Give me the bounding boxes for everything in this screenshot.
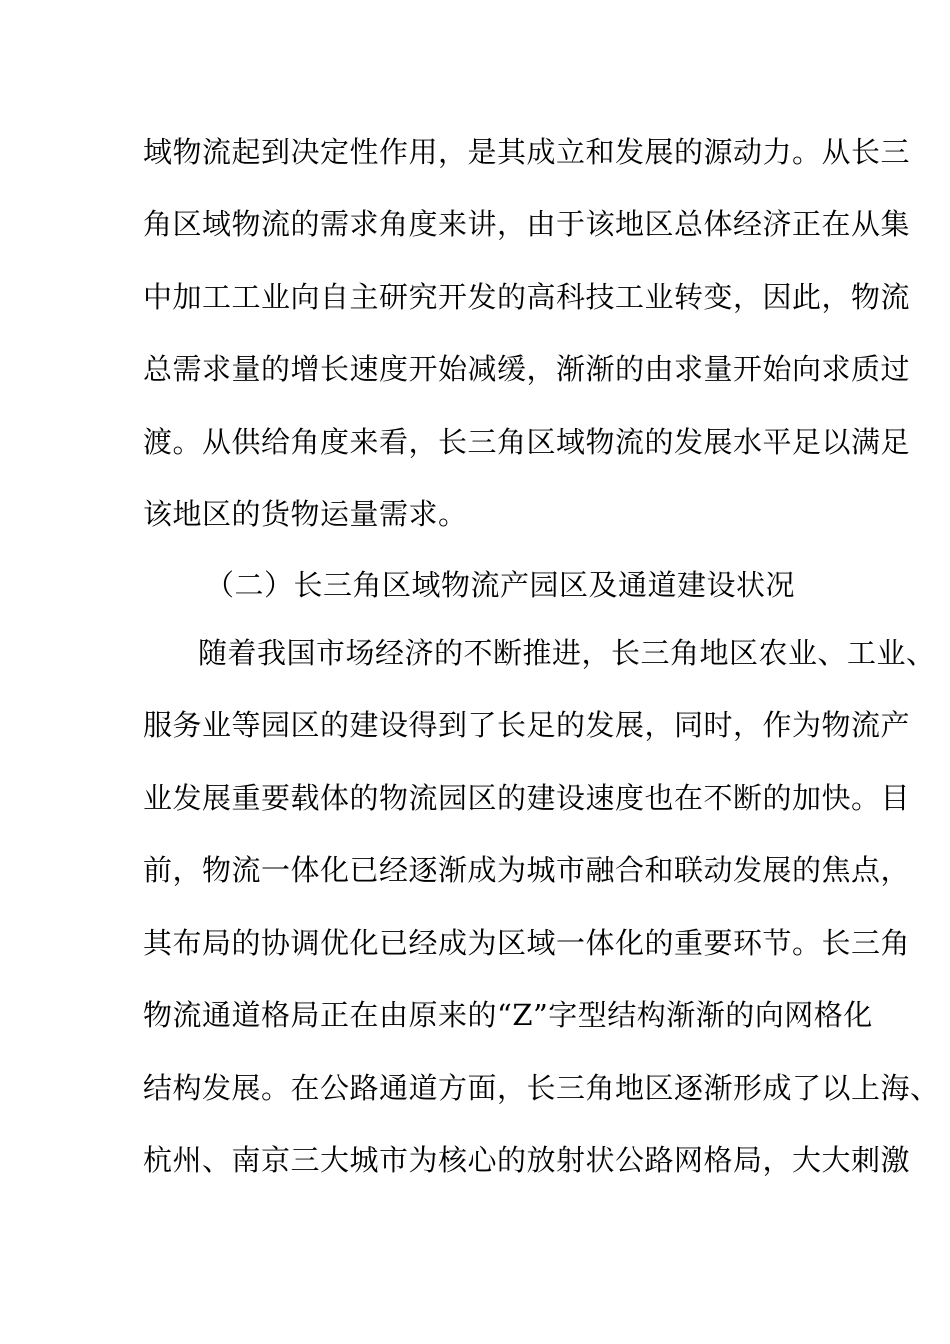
- paragraph-line: 业发展重要载体的物流园区的建设速度也在不断的加快。目: [143, 781, 911, 815]
- paragraph-line: 其布局的协调优化已经成为区域一体化的重要环节。长三角: [143, 926, 911, 960]
- paragraph-line: 随着我国市场经济的不断推进，长三角地区农业、工业、: [198, 636, 936, 670]
- paragraph-line: 杭州、南京三大城市为核心的放射状公路网格局，大大刺激: [143, 1143, 911, 1177]
- paragraph-line: 角区域物流的需求角度来讲，由于该地区总体经济正在从集: [143, 207, 911, 241]
- paragraph-line: 服务业等园区的建设得到了长足的发展，同时，作为物流产: [143, 708, 911, 742]
- paragraph-line: 中加工工业向自主研究开发的高科技工业转变，因此，物流: [143, 280, 911, 314]
- paragraph-line: 结构发展。在公路通道方面，长三角地区逐渐形成了以上海、: [143, 1071, 940, 1105]
- paragraph-line: 总需求量的增长速度开始减缓，渐渐的由求量开始向求质过: [143, 352, 911, 386]
- paragraph-line: 前，物流一体化已经逐渐成为城市融合和联动发展的焦点，: [143, 853, 911, 887]
- paragraph-line: 该地区的货物运量需求。: [143, 497, 468, 531]
- section-heading: （二）长三角区域物流产园区及通道建设状况: [205, 568, 796, 602]
- paragraph-line: 渡。从供给角度来看，长三角区域物流的发展水平足以满足: [143, 425, 911, 459]
- paragraph-line: 域物流起到决定性作用，是其成立和发展的源动力。从长三: [143, 135, 911, 169]
- paragraph-line: 物流通道格局正在由原来的“Z”字型结构渐渐的向网格化: [143, 998, 873, 1032]
